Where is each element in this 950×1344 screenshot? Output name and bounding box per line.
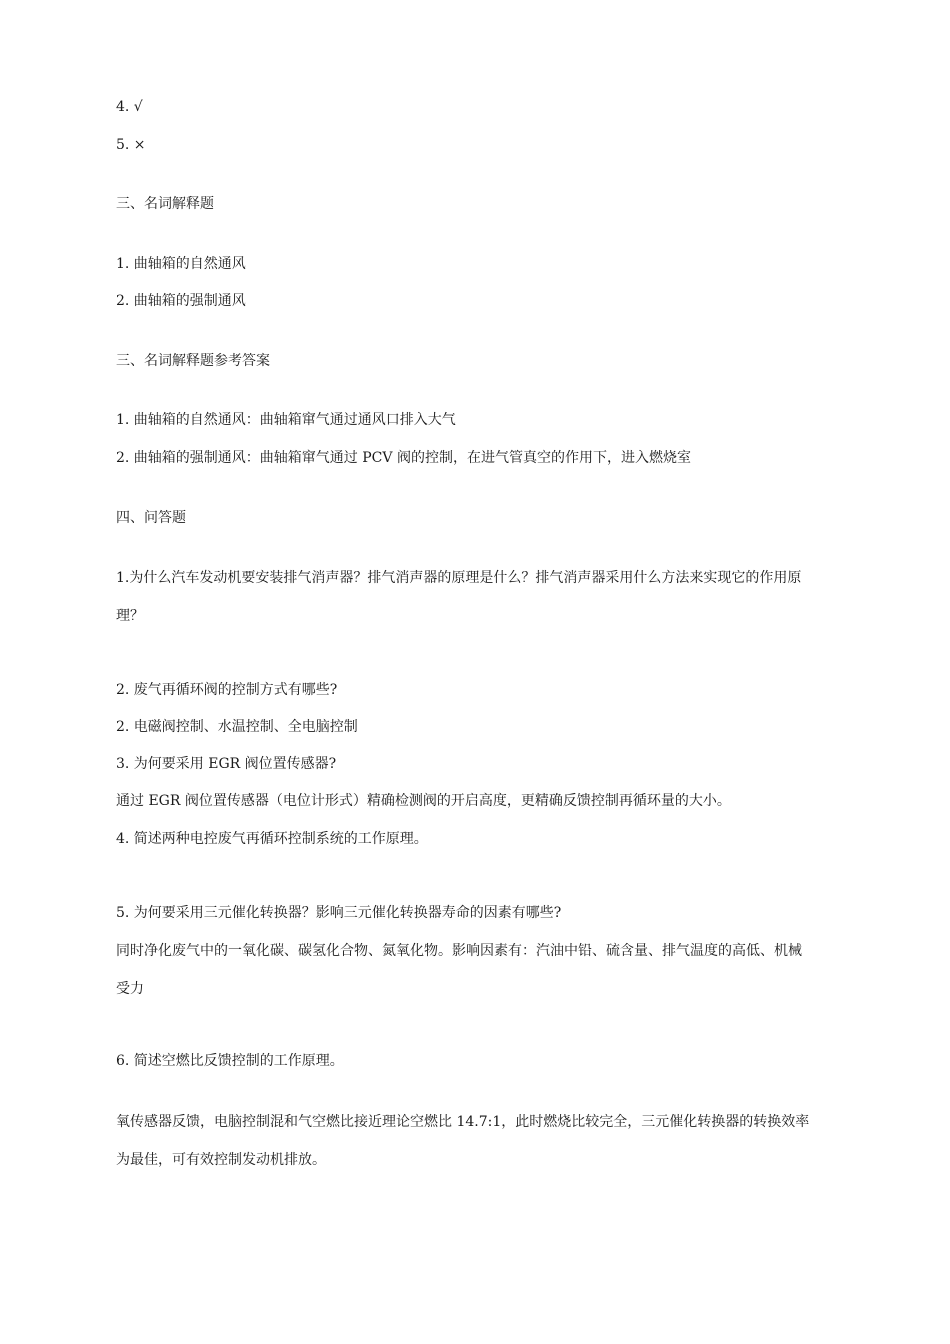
- true-false-item-5: 5. ×: [116, 137, 146, 153]
- answer-6: 氧传感器反馈，电脑控制混和气空燃比接近理论空燃比 14.7:1，此时燃烧比较完全，三元催化转换器的转换效率为最佳，可有效控制发动机排放。: [116, 1114, 810, 1168]
- question-3: 3. 为何要采用 EGR 阀位置传感器?: [116, 756, 337, 772]
- section-3-question-2: 2. 曲轴箱的强制通风: [116, 293, 246, 309]
- answer-2: 2. 电磁阀控制、水温控制、全电脑控制: [116, 719, 358, 735]
- question-1: 1.为什么汽车发动机要安装排气消声器？排气消声器的原理是什么？排气消声器采用什么方法来实现它的作用原理？: [116, 570, 802, 624]
- question-5: 5. 为何要采用三元催化转换器？影响三元催化转换器寿命的因素有哪些?: [116, 905, 562, 921]
- answer-3: 通过 EGR 阀位置传感器（电位计形式）精确检测阀的开启高度，更精确反馈控制再循环量的大小。: [116, 793, 731, 809]
- section-4-heading: 四、问答题: [116, 510, 186, 526]
- section-3-heading: 三、名词解释题: [116, 196, 214, 212]
- section-3-answers-heading: 三、名词解释题参考答案: [116, 353, 270, 369]
- section-3-question-1: 1. 曲轴箱的自然通风: [116, 256, 246, 272]
- true-false-item-4: 4. √: [116, 99, 143, 115]
- question-6: 6. 简述空燃比反馈控制的工作原理。: [116, 1053, 344, 1069]
- section-3-answer-1: 1. 曲轴箱的自然通风：曲轴箱窜气通过通风口排入大气: [116, 412, 456, 428]
- answer-5: 同时净化废气中的一氧化碳、碳氢化合物、氮氧化物。影响因素有：汽油中铅、硫含量、排气温度的高低、机械受力: [116, 943, 802, 997]
- question-4: 4. 简述两种电控废气再循环控制系统的工作原理。: [116, 831, 428, 847]
- question-2: 2. 废气再循环阀的控制方式有哪些?: [116, 682, 338, 698]
- section-3-answer-2: 2. 曲轴箱的强制通风：曲轴箱窜气通过 PCV 阀的控制，在进气管真空的作用下，进入燃烧室: [116, 450, 691, 466]
